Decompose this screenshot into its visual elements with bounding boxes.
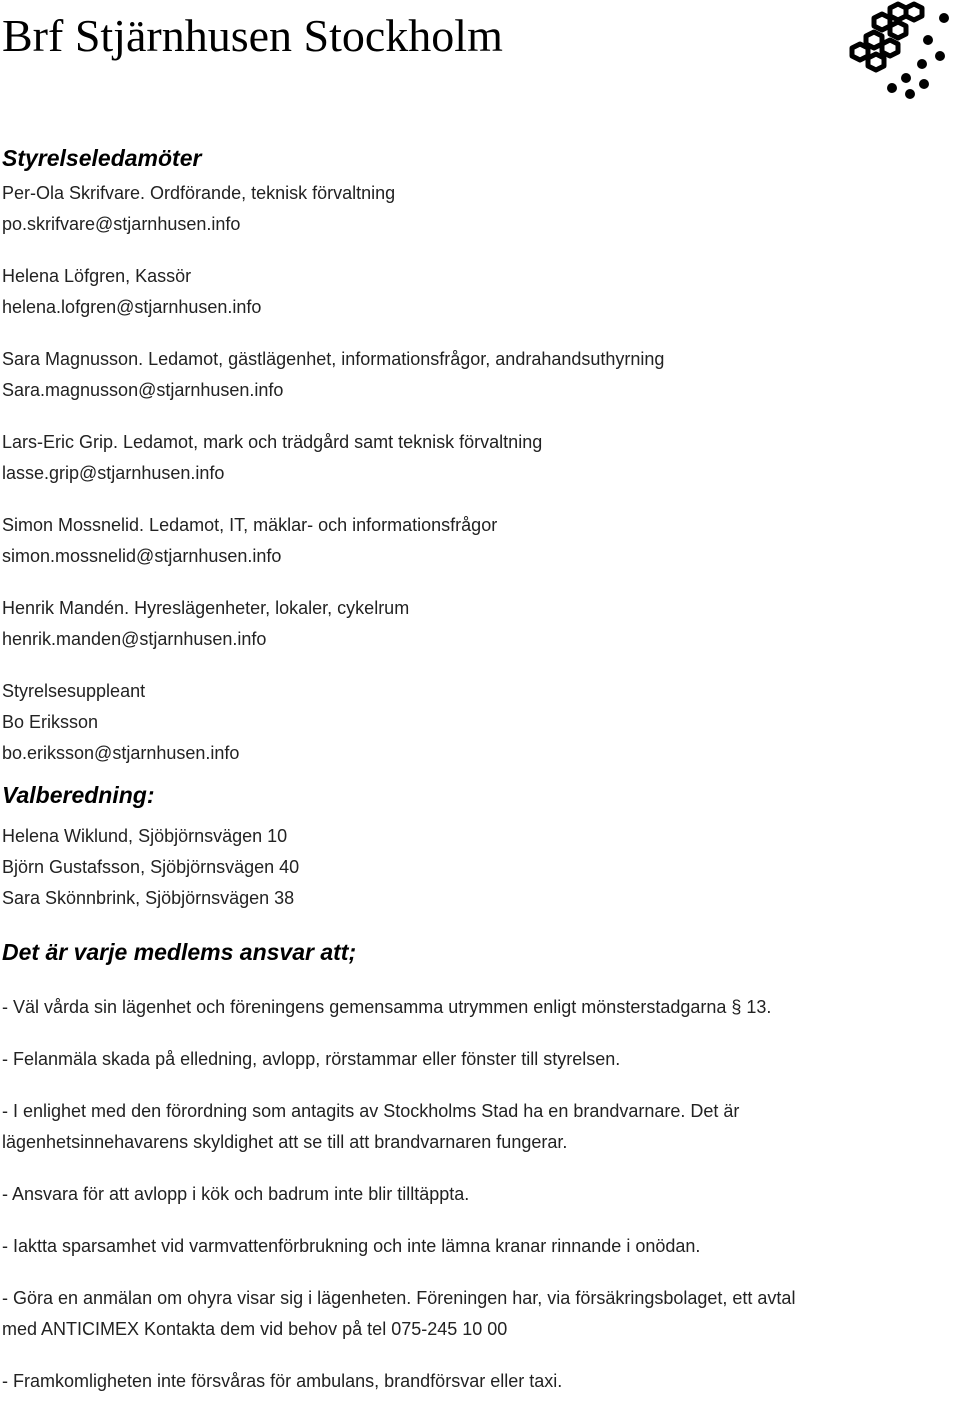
hexagon-cluster-logo-icon xyxy=(846,0,958,100)
member-1-email: helena.lofgren@stjarnhusen.info xyxy=(2,297,262,317)
valberedning-member-0: Helena Wiklund, Sjöbjörnsvägen 10 xyxy=(2,826,288,846)
ansvar-item-6: - Framkomligheten inte försvåras för ambulans, brandförsvar eller taxi. xyxy=(2,1371,563,1391)
member-4-email: simon.mossnelid@stjarnhusen.info xyxy=(2,546,282,566)
member-3-role: Lars-Eric Grip. Ledamot, mark och trädgård samt teknisk förvaltning xyxy=(2,432,543,452)
ansvar-item-1: - Felanmäla skada på elledning, avlopp, rörstammar eller fönster till styrelsen. xyxy=(2,1049,621,1069)
valberedning-member-2: Sara Skönnbrink, Sjöbjörnsvägen 38 xyxy=(2,888,295,908)
member-5-role: Henrik Mandén. Hyreslägenheter, lokaler, cykelrum xyxy=(2,598,410,618)
suppleant-name: Bo Eriksson xyxy=(2,712,99,732)
valberedning-member-1: Björn Gustafsson, Sjöbjörnsvägen 40 xyxy=(2,857,300,877)
member-0-role: Per-Ola Skrifvare. Ordförande, teknisk förvaltning xyxy=(2,183,396,203)
document-body xyxy=(2,140,952,1418)
ansvar-item-2: - I enlighet med den förordning som antagits av Stockholms Stad ha en brandvarnare. Det är lägenhetsinnehavarens skyldighet att se till att brandvarnaren fungerar. xyxy=(2,1101,740,1152)
member-1-role: Helena Löfgren, Kassör xyxy=(2,266,192,286)
member-5-email: henrik.manden@stjarnhusen.info xyxy=(2,629,267,649)
valberedning-heading: Valberedning: xyxy=(2,782,155,808)
ansvar-item-0: - Väl vårda sin lägenhet och föreningens gemensamma utrymmen enligt mönsterstadgarna § 13. xyxy=(2,997,772,1017)
member-3-email: lasse.grip@stjarnhusen.info xyxy=(2,463,225,483)
page-title: Brf Stjärnhusen Stockholm xyxy=(2,10,503,61)
ansvar-item-3: - Ansvara för att avlopp i kök och badrum inte blir tilltäppta. xyxy=(2,1184,470,1204)
ansvar-item-4: - Iaktta sparsamhet vid varmvattenförbrukning och inte lämna kranar rinnande i onödan. xyxy=(2,1236,701,1256)
suppleant-email: bo.eriksson@stjarnhusen.info xyxy=(2,743,240,763)
member-2-role: Sara Magnusson. Ledamot, gästlägenhet, informationsfrågor, andrahandsuthyrning xyxy=(2,349,665,369)
suppleant-label: Styrelsesuppleant xyxy=(2,681,146,701)
ansvar-heading: Det är varje medlems ansvar att; xyxy=(2,939,357,965)
styrelse-heading: Styrelseledamöter xyxy=(2,145,202,171)
member-2-email: Sara.magnusson@stjarnhusen.info xyxy=(2,380,284,400)
member-4-role: Simon Mossnelid. Ledamot, IT, mäklar- och informationsfrågor xyxy=(2,515,498,535)
member-0-email: po.skrifvare@stjarnhusen.info xyxy=(2,214,241,234)
ansvar-item-5: - Göra en anmälan om ohyra visar sig i lägenheten. Föreningen har, via försäkringsbolaget, ett avtal med ANTICIMEX Kontakta dem vid behov på tel 075-245 10 00 xyxy=(2,1288,796,1339)
